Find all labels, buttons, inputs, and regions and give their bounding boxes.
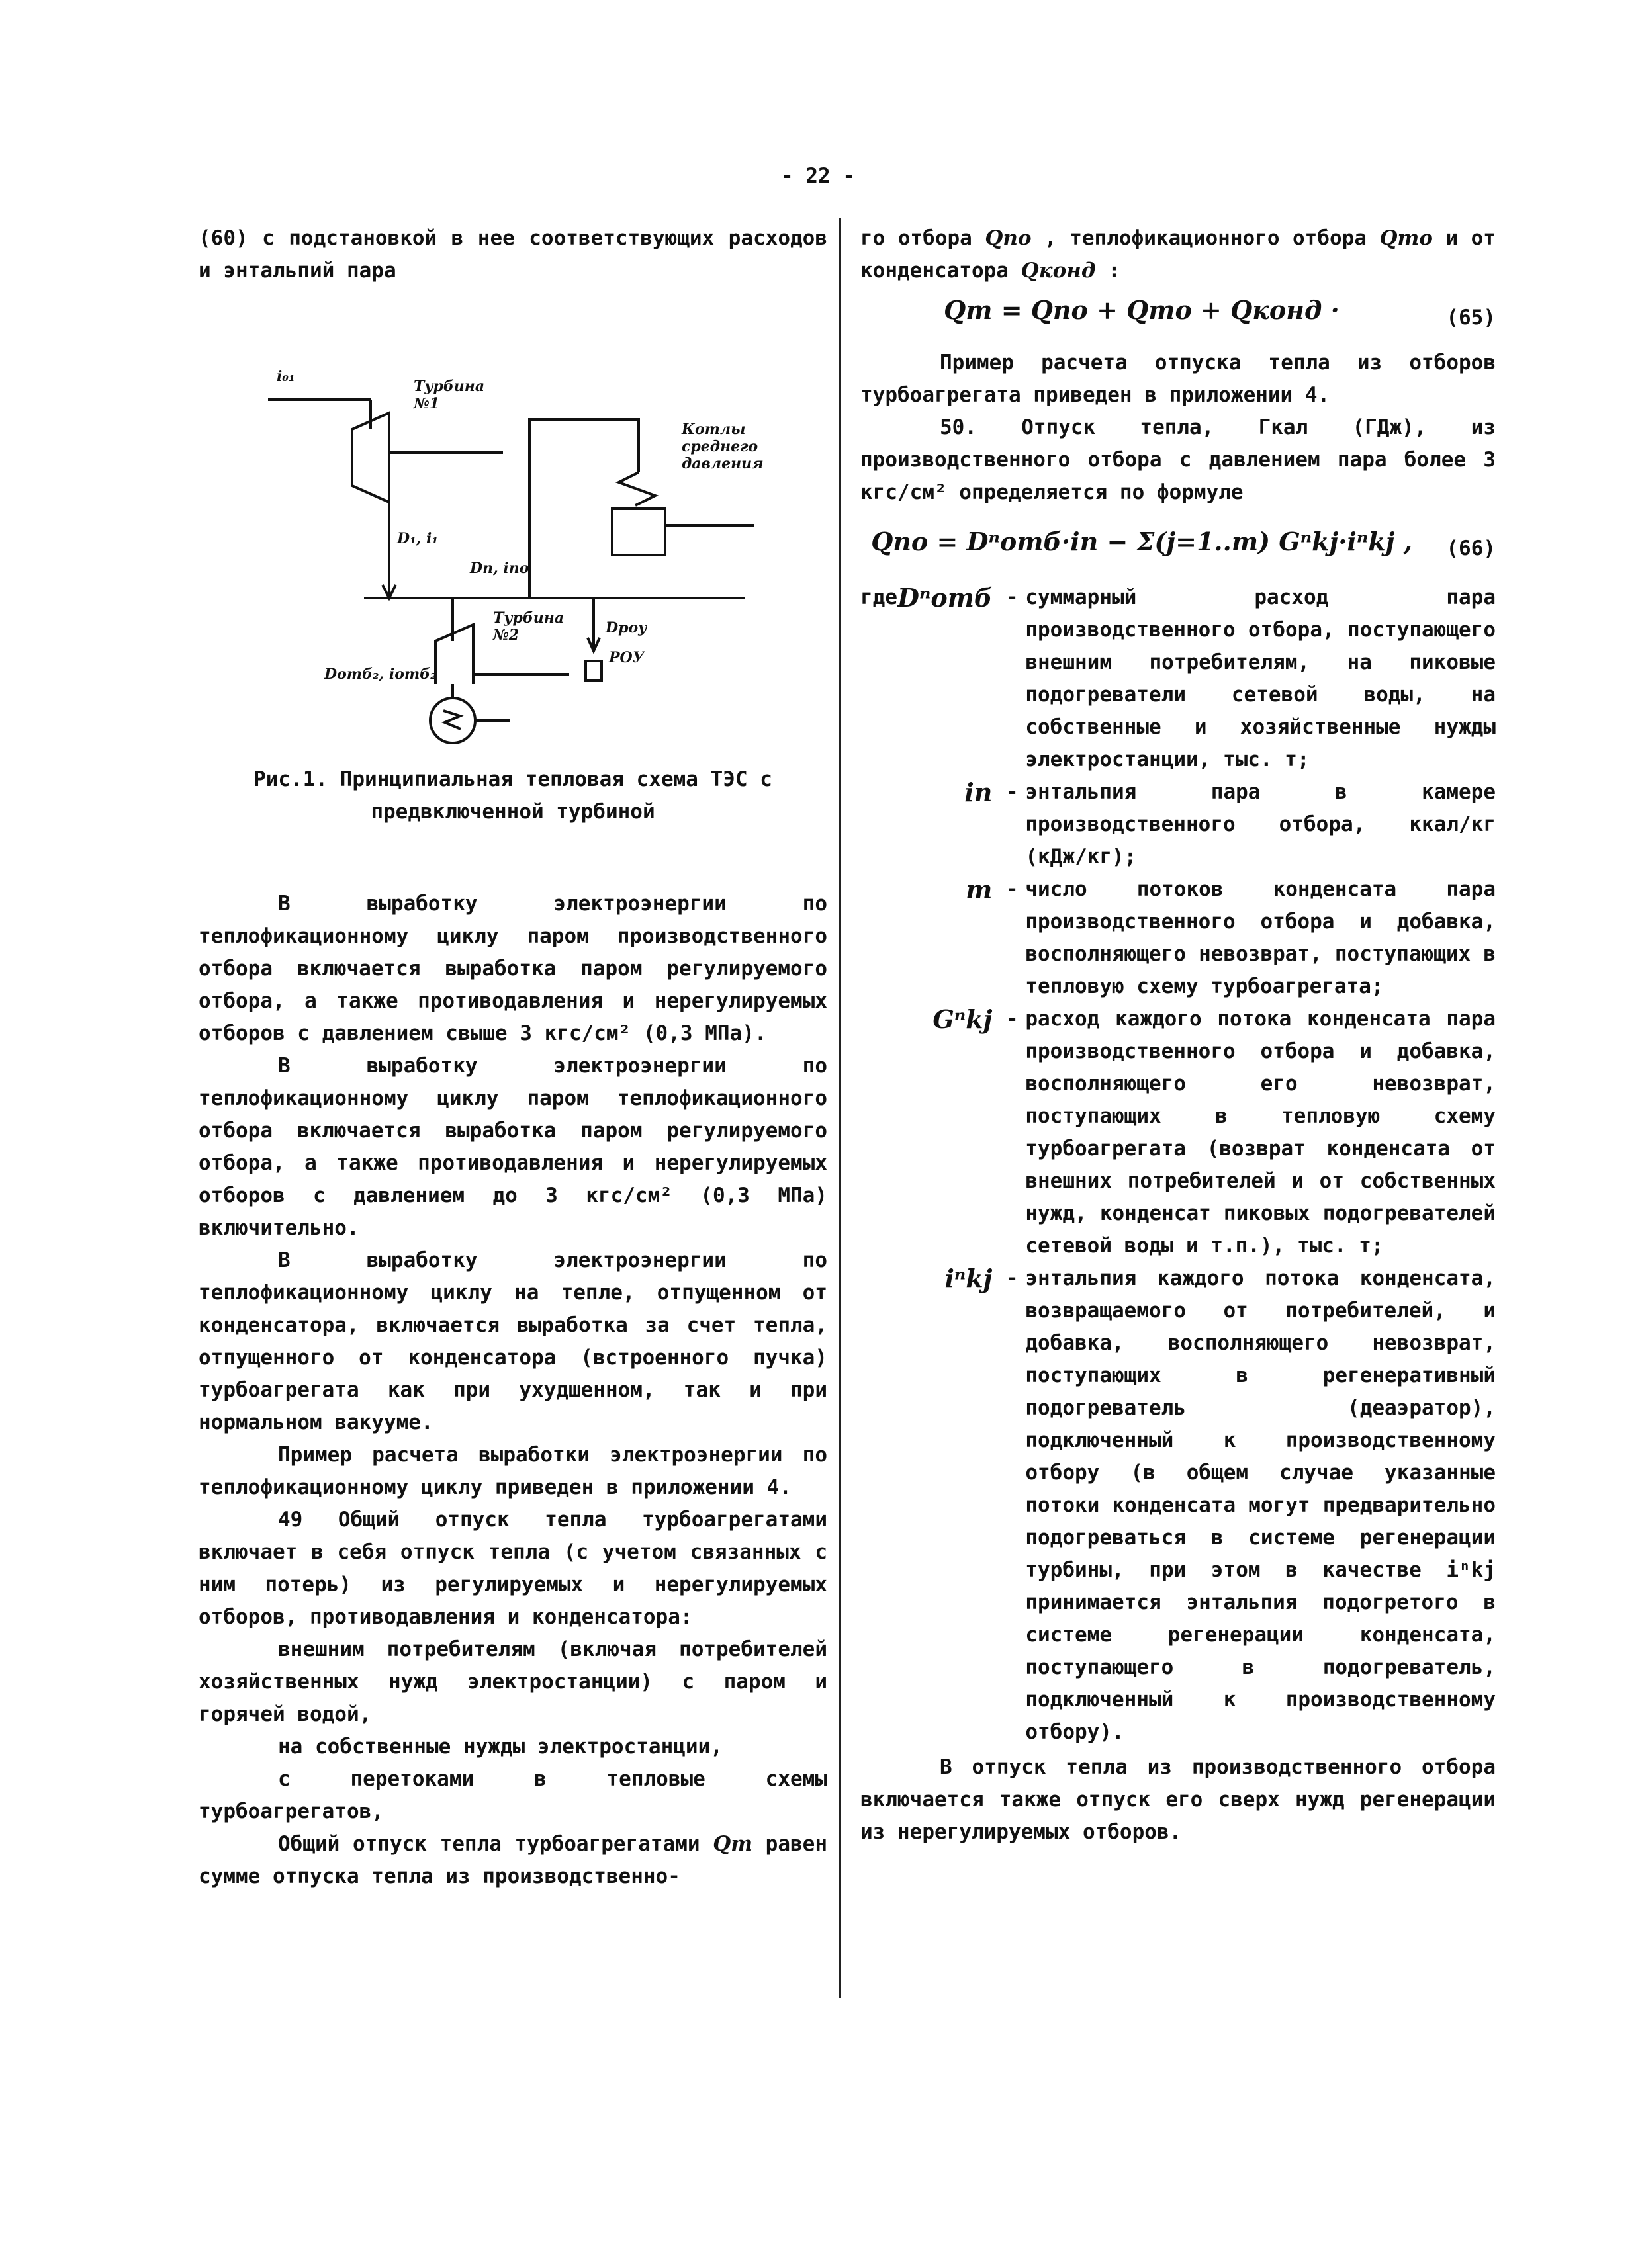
- definition-text: энтальпия пара в камере производственного отбора, ккал/кг (кДж/кг);: [1025, 780, 1496, 869]
- intro-text: (60) с подстановкой в нее соответствующих расходов и энтальпий пара: [199, 226, 827, 283]
- paragraph: Пример расчета выработки электроэнергии по теплофикационному циклу приведен в приложении 4.: [199, 1443, 827, 1499]
- column-divider: [839, 218, 841, 1998]
- formula-66: Qпо = Dⁿотб·iп − Σ(j=1..m) Gⁿkj·iⁿkj , (66): [860, 509, 1496, 582]
- paragraph: В выработку электроэнергии по теплофикационному циклу на тепле, отпущенном от конденсатора, включается выработка за счет тепла, отпущенного от конденсатора (встроенного пучка) турбоагрегата как при ухудшенном, так и при нормальном вакууме.: [199, 1248, 827, 1434]
- definition-text: суммарный расход пара производственного отбора, поступающего внешним потребителям, на пиковые подогреватели сетевой воды, на собственные и хозяйственные нужды электростанции, тыс. т;: [1025, 586, 1496, 771]
- definition-row: Gⁿkj - расход каждого потока конденсата пара производственного отбора и добавка, восполняющего его невозврат, поступающих в тепловую схему турбоагрегата (возврат конденсата от внешних потребителей и от собственных нужд, конденсат пиковых подогревателей сетевой воды и т.п.), тыс. т;: [860, 1003, 1496, 1262]
- definition-symbol: iп: [964, 777, 993, 807]
- definition-row: m - число потоков конденсата пара производственного отбора и добавка, восполняющего невозврат, поступающих в тепловую схему турбоагрегата;: [860, 873, 1496, 1003]
- figure-labels: [199, 302, 827, 683]
- paragraph: В выработку электроэнергии по теплофикационному циклу паром теплофикационного отбора включается выработка паром регулируемого отбора, а также противодавления и нерегулируемых отборов с давлением до 3 кгс/см² (0,3 МПа) включительно.: [199, 1054, 827, 1240]
- definition-symbol: Dⁿотб: [897, 583, 993, 613]
- definitions-list: [860, 582, 1496, 1749]
- paragraph-total-heat: Общий отпуск тепла турбоагрегатами Qт равен сумме отпуска тепла из производственно-: [199, 1832, 827, 1888]
- definition-row: iп - энтальпия пара в камере производственного отбора, ккал/кг (кДж/кг);: [860, 776, 1496, 873]
- symbol-qkond: Qконд: [1021, 259, 1096, 283]
- symbol-qto: Qто: [1379, 226, 1433, 250]
- label-boiler: Котлы среднего давления: [682, 421, 764, 472]
- formula-number: (65): [1446, 306, 1496, 329]
- continuation-text: го отбора Qпо , теплофикационного отбора Qто и от конденсатора Qконд :: [860, 226, 1496, 283]
- paragraph-50: 50. Отпуск тепла, Гкал (ГДж), из производственного отбора с давлением пара более 3 кгс/см² определяется по формуле: [860, 415, 1496, 504]
- paragraph: внешним потребителям (включая потребителей хозяйственных нужд электростанции) с паром и горячей водой,: [199, 1637, 827, 1726]
- label-rou: РОУ: [609, 649, 645, 666]
- definition-text: число потоков конденсата пара производственного отбора и добавка, восполняющего невозврат, поступающих в тепловую схему турбоагрегата;: [1025, 877, 1496, 998]
- definition-row: где Dⁿотб - суммарный расход пара производственного отбора, поступающего внешним потребителям, на пиковые подогреватели сетевой воды, на собственные и хозяйственные нужды электростанции, тыс. т;: [860, 582, 1496, 776]
- definition-symbol: Gⁿkj: [932, 1004, 993, 1034]
- definition-text: энтальпия каждого потока конденсата, возвращаемого от потребителей, и добавка, восполняющего невозврат, поступающих в регенеративный подогреватель (деаэратор), подключенный к производственному отбору (в общем случае указанные потоки конденсата могут предварительно подогреваться в системе регенерации турбины, при этом в качестве iⁿkj принимается энтальпия подогретого в системе регенерации конденсата, поступающего в подогреватель, подключенный к производственному отбору).: [1025, 1266, 1496, 1744]
- left-column: [199, 222, 827, 1893]
- label-drou: Dроу: [606, 619, 647, 636]
- definition-symbol: iⁿkj: [944, 1264, 993, 1293]
- formula-65: Qт = Qпо + Qто + Qконд · (65): [860, 287, 1496, 347]
- paragraph: Пример расчета отпуска тепла из отборов турбоагрегата приведен в приложении 4.: [860, 351, 1496, 407]
- closing-paragraph: В отпуск тепла из производственного отбора включается также отпуск его сверх нужд регенерации из нерегулируемых отборов.: [860, 1755, 1496, 1844]
- label-dp: Dп, iпо: [470, 560, 529, 577]
- label-dotb: Dотб₂, iотб₂: [324, 666, 437, 683]
- paragraph: с перетоками в тепловые схемы турбоагрегатов,: [199, 1767, 827, 1823]
- label-inlet: i₀₁: [277, 368, 295, 385]
- paragraph: на собственные нужды электростанции,: [278, 1735, 723, 1759]
- symbol-qt: Qт: [713, 1832, 753, 1856]
- label-d1: D₁, i₁: [397, 530, 439, 547]
- definition-symbol: m: [966, 875, 993, 904]
- definition-text: расход каждого потока конденсата пара производственного отбора и добавка, восполняющего его невозврат, поступающих в тепловую схему турбоагрегата (возврат конденсата от внешних потребителей и от собственных нужд, конденсат пиковых подогревателей сетевой воды и т.п.), тыс. т;: [1025, 1007, 1496, 1258]
- figure-caption: Рис.1. Принципиальная тепловая схема ТЭС с предвключенной турбиной: [253, 767, 772, 824]
- generator-icon: [199, 684, 827, 757]
- label-turbine-2: Турбина №2: [493, 609, 565, 644]
- page-number: - 22 -: [781, 164, 855, 188]
- right-column: [860, 222, 1496, 1849]
- label-turbine-1: Турбина №1: [414, 378, 485, 412]
- definition-row: iⁿkj - энтальпия каждого потока конденсата, возвращаемого от потребителей, и добавка, восполняющего невозврат, поступающих в регенеративный подогреватель (деаэратор), подключенный к производственному отбору (в общем случае указанные потоки конденсата могут предварительно подогреваться в системе регенерации турбины, при этом в качестве iⁿkj принимается энтальпия подогретого в системе регенерации конденсата, поступающего в подогреватель, подключенный к производственному отбору).: [860, 1262, 1496, 1749]
- symbol-qpo: Qпо: [985, 226, 1032, 250]
- formula-number: (66): [1446, 537, 1496, 560]
- paragraph: В выработку электроэнергии по теплофикационному циклу паром производственного отбора включается выработка паром регулируемого отбора, а также противодавления и нерегулируемых отборов с давлением свыше 3 кгс/см² (0,3 МПа).: [199, 892, 827, 1045]
- paragraph: 49 Общий отпуск тепла турбоагрегатами включает в себя отпуск тепла (с учетом связанных с ним потерь) из регулируемых и нерегулируемых отборов, противодавления и конденсатора:: [199, 1508, 827, 1629]
- where-label: где: [860, 586, 897, 609]
